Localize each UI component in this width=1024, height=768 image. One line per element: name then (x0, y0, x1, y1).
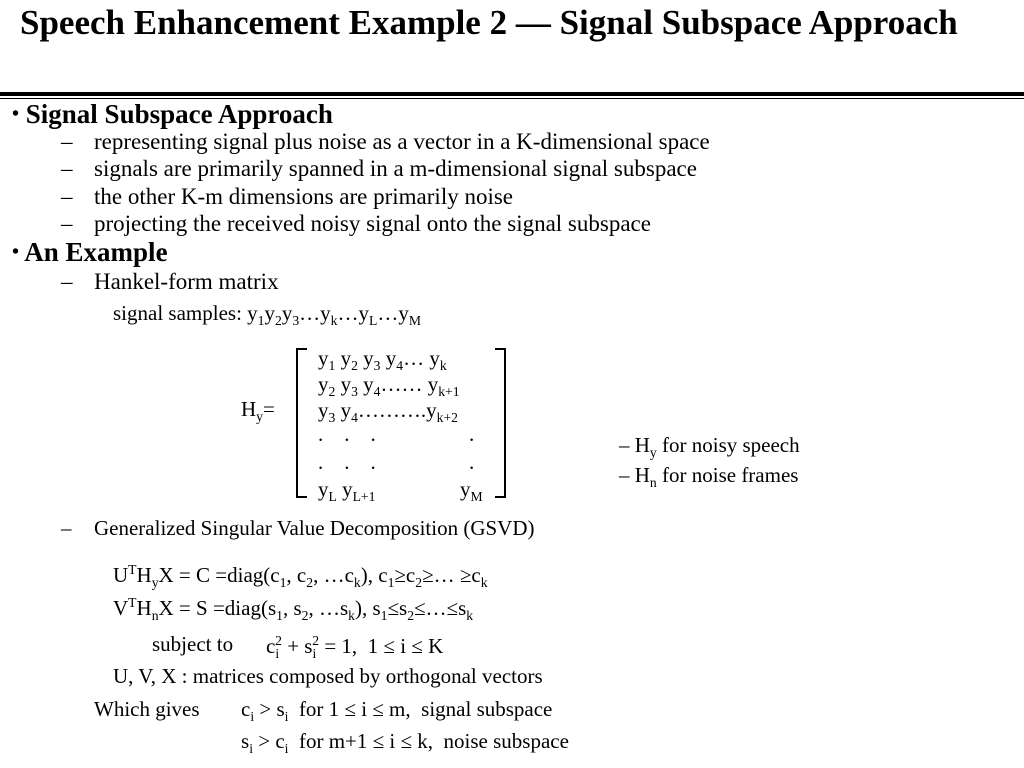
dash-marker: – (61, 516, 72, 540)
list-item-text: projecting the received noisy signal onto the signal subspace (94, 211, 651, 236)
list-item (61, 516, 535, 541)
signal-subspace-condition: $c_i > s_i$ for 1 ≤ i ≤ m, signal subspace (241, 697, 553, 725)
samples-label: signal samples: (113, 301, 242, 325)
list-item-text: signals are primarily spanned in a m-dimensional signal subspace (94, 156, 697, 181)
bullet-marker: • (12, 241, 20, 263)
list-item (61, 211, 651, 237)
hankel-label: Hankel-form matrix (94, 269, 279, 294)
matrix-row: $y_1$ $y_2$ $y_3$ $y_4\dots$ $y_k$ (318, 346, 447, 374)
equation-uhx: $U^TH_yX = C$ $=diag(c_1$, $c_2$, $\dots c_k$), $c_1\ge c_2\ge\dots \ge c_k$ (113, 562, 488, 591)
matrix-row: . . . (318, 422, 376, 446)
matrix-cell: . (469, 422, 475, 446)
note-noisy-speech: – $H_y$ for noisy speech (619, 433, 800, 461)
dash-marker: – (61, 156, 73, 181)
matrix-row: $y_3$ $y_4\dots\dots\dots.y_{k+2}$ (318, 398, 458, 426)
matrix-cell: . (469, 450, 475, 474)
list-item (61, 184, 514, 210)
bullet-signal-subspace (12, 99, 333, 130)
dash-marker: – (61, 269, 73, 294)
equation-vhx: $V^TH_nX = S$ $=diag(s_1$, $s_2$, $\dots s_k$), $s_1\le s_2\le\dots\le s_k$ (113, 595, 474, 624)
list-item-text: the other K-m dimensions are primarily noise (94, 184, 514, 209)
note-noise-frames: – $H_n$ for noise frames (619, 463, 799, 491)
dash-marker: – (61, 184, 73, 209)
bullet-an-example (12, 237, 168, 268)
dash-marker: – (61, 211, 73, 236)
matrix-cell: $y_M$ (460, 477, 483, 505)
bullet-heading: An Example (24, 237, 168, 267)
gsvd-label: Generalized Singular Value Decomposition (GSVD) (94, 516, 535, 540)
which-gives-label: Which gives (94, 697, 200, 721)
subject-to-label: subject to (152, 632, 234, 656)
orthogonal-note: U, V, X : matrices composed by orthogonal vectors (113, 664, 543, 688)
matrix-row: . . . (318, 450, 376, 474)
matrix-left-bracket (296, 348, 307, 498)
dash-marker: – (61, 129, 73, 154)
matrix-right-bracket (495, 348, 506, 498)
noise-subspace-condition: $s_i > c_i$ for m+1 ≤ i ≤ k, noise subspace (241, 729, 569, 757)
list-item (61, 269, 279, 295)
slide-title: Speech Enhancement Example 2 — Signal Subspace Approach (20, 3, 958, 42)
title-rule-thick (0, 92, 1024, 96)
list-item (61, 129, 710, 155)
hy-label: $H_y=$ (241, 397, 275, 425)
bullet-marker: • (12, 103, 20, 125)
matrix-row: $y_L$ $y_{L+1}$ (318, 477, 376, 505)
list-item (61, 156, 697, 182)
constraint-equation: $c_i^2 + s_i^2 = 1$, 1 ≤ i ≤ K (266, 633, 444, 662)
signal-samples: signal samples: $y_1y_2y_3\dots y_k\dots y_L\dots y_M$ (113, 301, 421, 329)
list-item-text: representing signal plus noise as a vector in a K-dimensional space (94, 129, 710, 154)
matrix-row: $y_2$ $y_3$ $y_4\dots\dots$ $y_{k+1}$ (318, 372, 460, 400)
bullet-heading: Signal Subspace Approach (25, 99, 333, 129)
